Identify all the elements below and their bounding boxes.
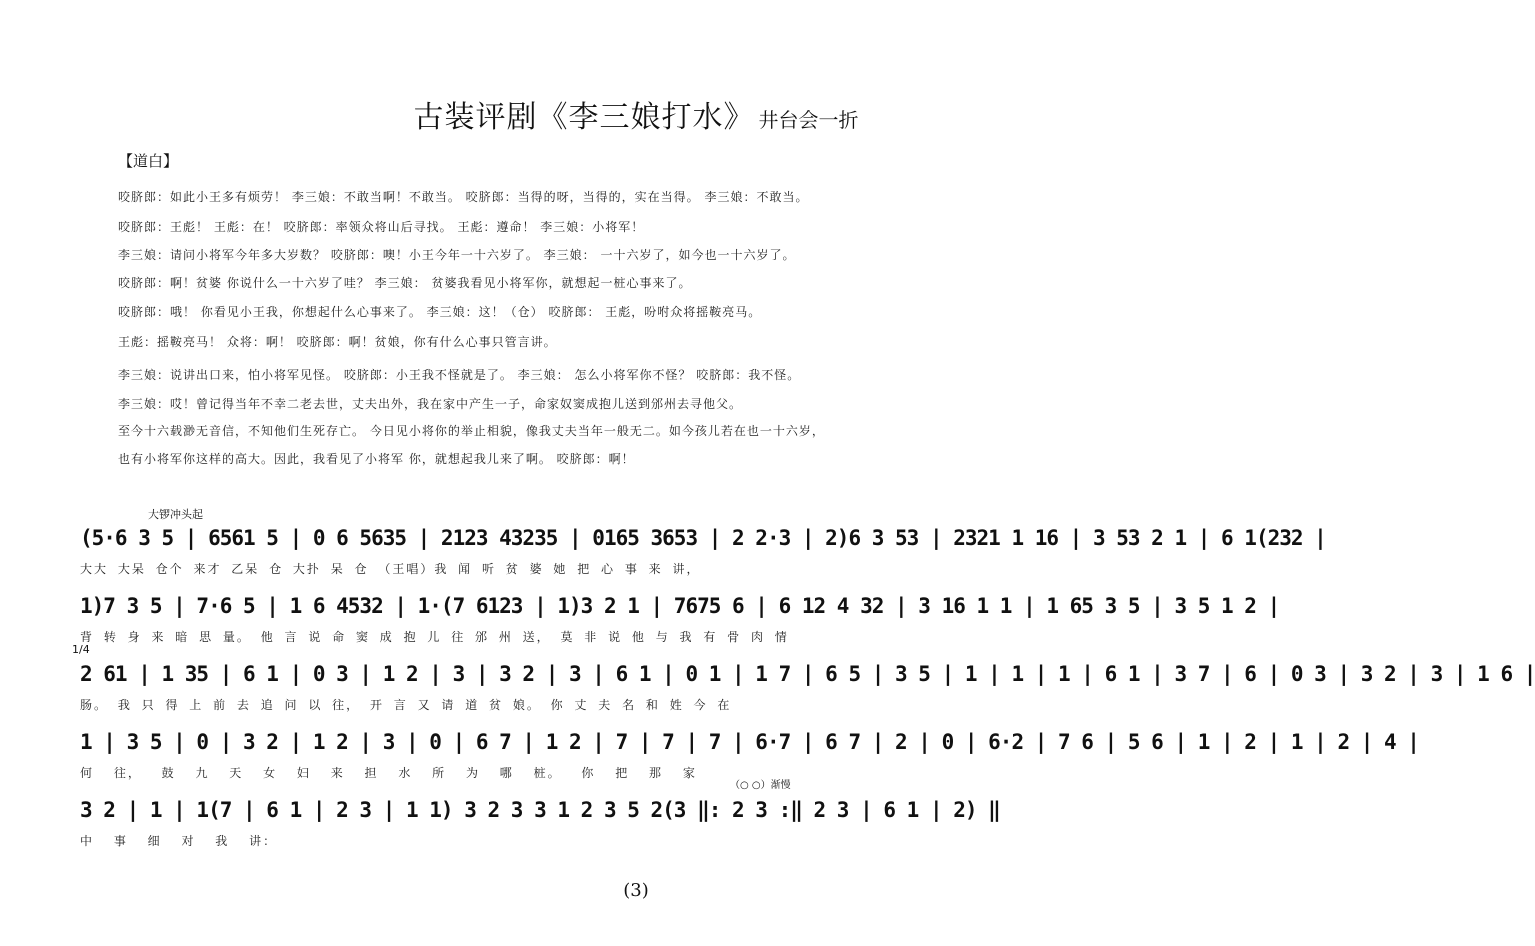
page-title <box>0 92 1272 136</box>
score-notes-line: 3 2 | 1 | 1(7 | 6 1 | 2 3 | 1 1) 3 2 3 3 1 2 3 5 2(3 ‖: 2 3 :‖ 2 3 | 6 1 | 2) ‖ <box>80 798 1000 822</box>
score-notes-line: 2 61 | 1 35 | 6 1 | 0 3 | 1 2 | 3 | 3 2 | 3 | 6 1 | 0 1 | 1 7 | 6 5 | 3 5 | 1 | 1 | 1 | 6 1 | 3 7 | 6 | 0 3 | 3 2 | 3 | 1 6 | <box>80 662 1535 686</box>
dialogue-line: 咬脐郎：哦！ 你看见小王我，你想起什么心事来了。 李三娘：这！（仓） 咬脐郎： 王彪，吩咐众将摇鞍亮马。 <box>118 305 762 319</box>
score-lyrics-line: 大大 大呆 仓个 来才 乙呆 仓 大扑 呆 仓 （王唱）我 闻 听 贫 婆 她 把 心 事 来 讲， <box>80 562 701 576</box>
dialogue-line: 李三娘：哎！曾记得当年不幸二老去世，丈夫出外，我在家中产生一子，命家奴窦成抱儿送到邠州去寻他父。 <box>118 397 743 411</box>
slow-cue: （○ ○）渐慢 <box>730 780 791 791</box>
score-lyrics-line: 肠。 我 只 得 上 前 去 追 问 以 往， 开 言 又 请 道 贫 娘。 你 丈 夫 名 和 姓 今 在 <box>80 698 732 712</box>
score-lyrics-line: 背 转 身 来 暗 思 量。 他 言 说 命 窦 成 抱 儿 往 邠 州 送， 莫 非 说 他 与 我 有 骨 肉 情 <box>80 630 789 644</box>
score-notes-line: (5·6 3 5 | 6561 5 | 0 6 5635 | 2123 43235 | 0165 3653 | 2 2·3 | 2)6 3 53 | 2321 1 16 | 3 53 2 1 | 6 1(232 | <box>80 526 1326 550</box>
dialogue-line: 至今十六载渺无音信，不知他们生死存亡。 今日见小将你的举止相貌，像我丈夫当年一般无二。如今孩儿若在也一十六岁， <box>118 424 825 438</box>
percussion-cue: 大锣冲头起 <box>148 508 203 521</box>
section-label: 【道白】 <box>118 152 179 170</box>
dialogue-line: 王彪：摇鞍亮马！ 众将：啊！ 咬脐郎：啊！贫娘，你有什么心事只管言讲。 <box>118 335 557 349</box>
dialogue-line: 咬脐郎：王彪！ 王彪：在！ 咬脐郎：率领众将山后寻找。 王彪：遵命！ 李三娘：小将军！ <box>118 220 645 234</box>
title-sub: 井台会一折 <box>758 108 859 132</box>
title-main: 古装评剧《李三娘打水》 <box>413 100 755 135</box>
score-notes-line: 1)7 3 5 | 7·6 5 | 1 6 4532 | 1·(7 6123 | 1)3 2 1 | 7675 6 | 6 12 4 32 | 3 16 1 1 | 1 65 3 5 | 3 5 1 2 | <box>80 594 1280 618</box>
tempo-mark: 1/4 <box>72 643 90 656</box>
score-lyrics-line: 中 事 细 对 我 讲： <box>80 834 278 848</box>
score-notes-line: 1 | 3 5 | 0 | 3 2 | 1 2 | 3 | 0 | 6 7 | 1 2 | 7 | 7 | 7 | 6·7 | 6 7 | 2 | 0 | 6·2 | 7 6 | 5 6 | 1 | 2 | 1 | 2 | 4 | <box>80 730 1419 754</box>
dialogue-line: 也有小将军你这样的高大。因此，我看见了小将军 你，就想起我儿来了啊。 咬脐郎：啊！ <box>118 452 635 466</box>
score-lyrics-line: 何 往， 鼓 九 天 女 妇 来 担 水 所 为 哪 桩。 你 把 那 家 <box>80 766 697 780</box>
dialogue-line: 李三娘：说讲出口来，怕小将军见怪。 咬脐郎：小王我不怪就是了。 李三娘： 怎么小将军你不怪？ 咬脐郎：我不怪。 <box>118 368 801 382</box>
page-number: (3) <box>623 880 649 901</box>
dialogue-line: 咬脐郎：如此小王多有烦劳！ 李三娘：不敢当啊！不敢当。 咬脐郎：当得的呀，当得的，实在当得。 李三娘：不敢当。 <box>118 190 809 204</box>
dialogue-line: 李三娘：请问小将军今年多大岁数？ 咬脐郎：噢！小王今年一十六岁了。 李三娘： 一十六岁了，如今也一十六岁了。 <box>118 248 796 262</box>
dialogue-line: 咬脐郎：啊！贫婆 你说什么一十六岁了哇？ 李三娘： 贫婆我看见小将军你，就想起一桩心事来了。 <box>118 276 692 290</box>
